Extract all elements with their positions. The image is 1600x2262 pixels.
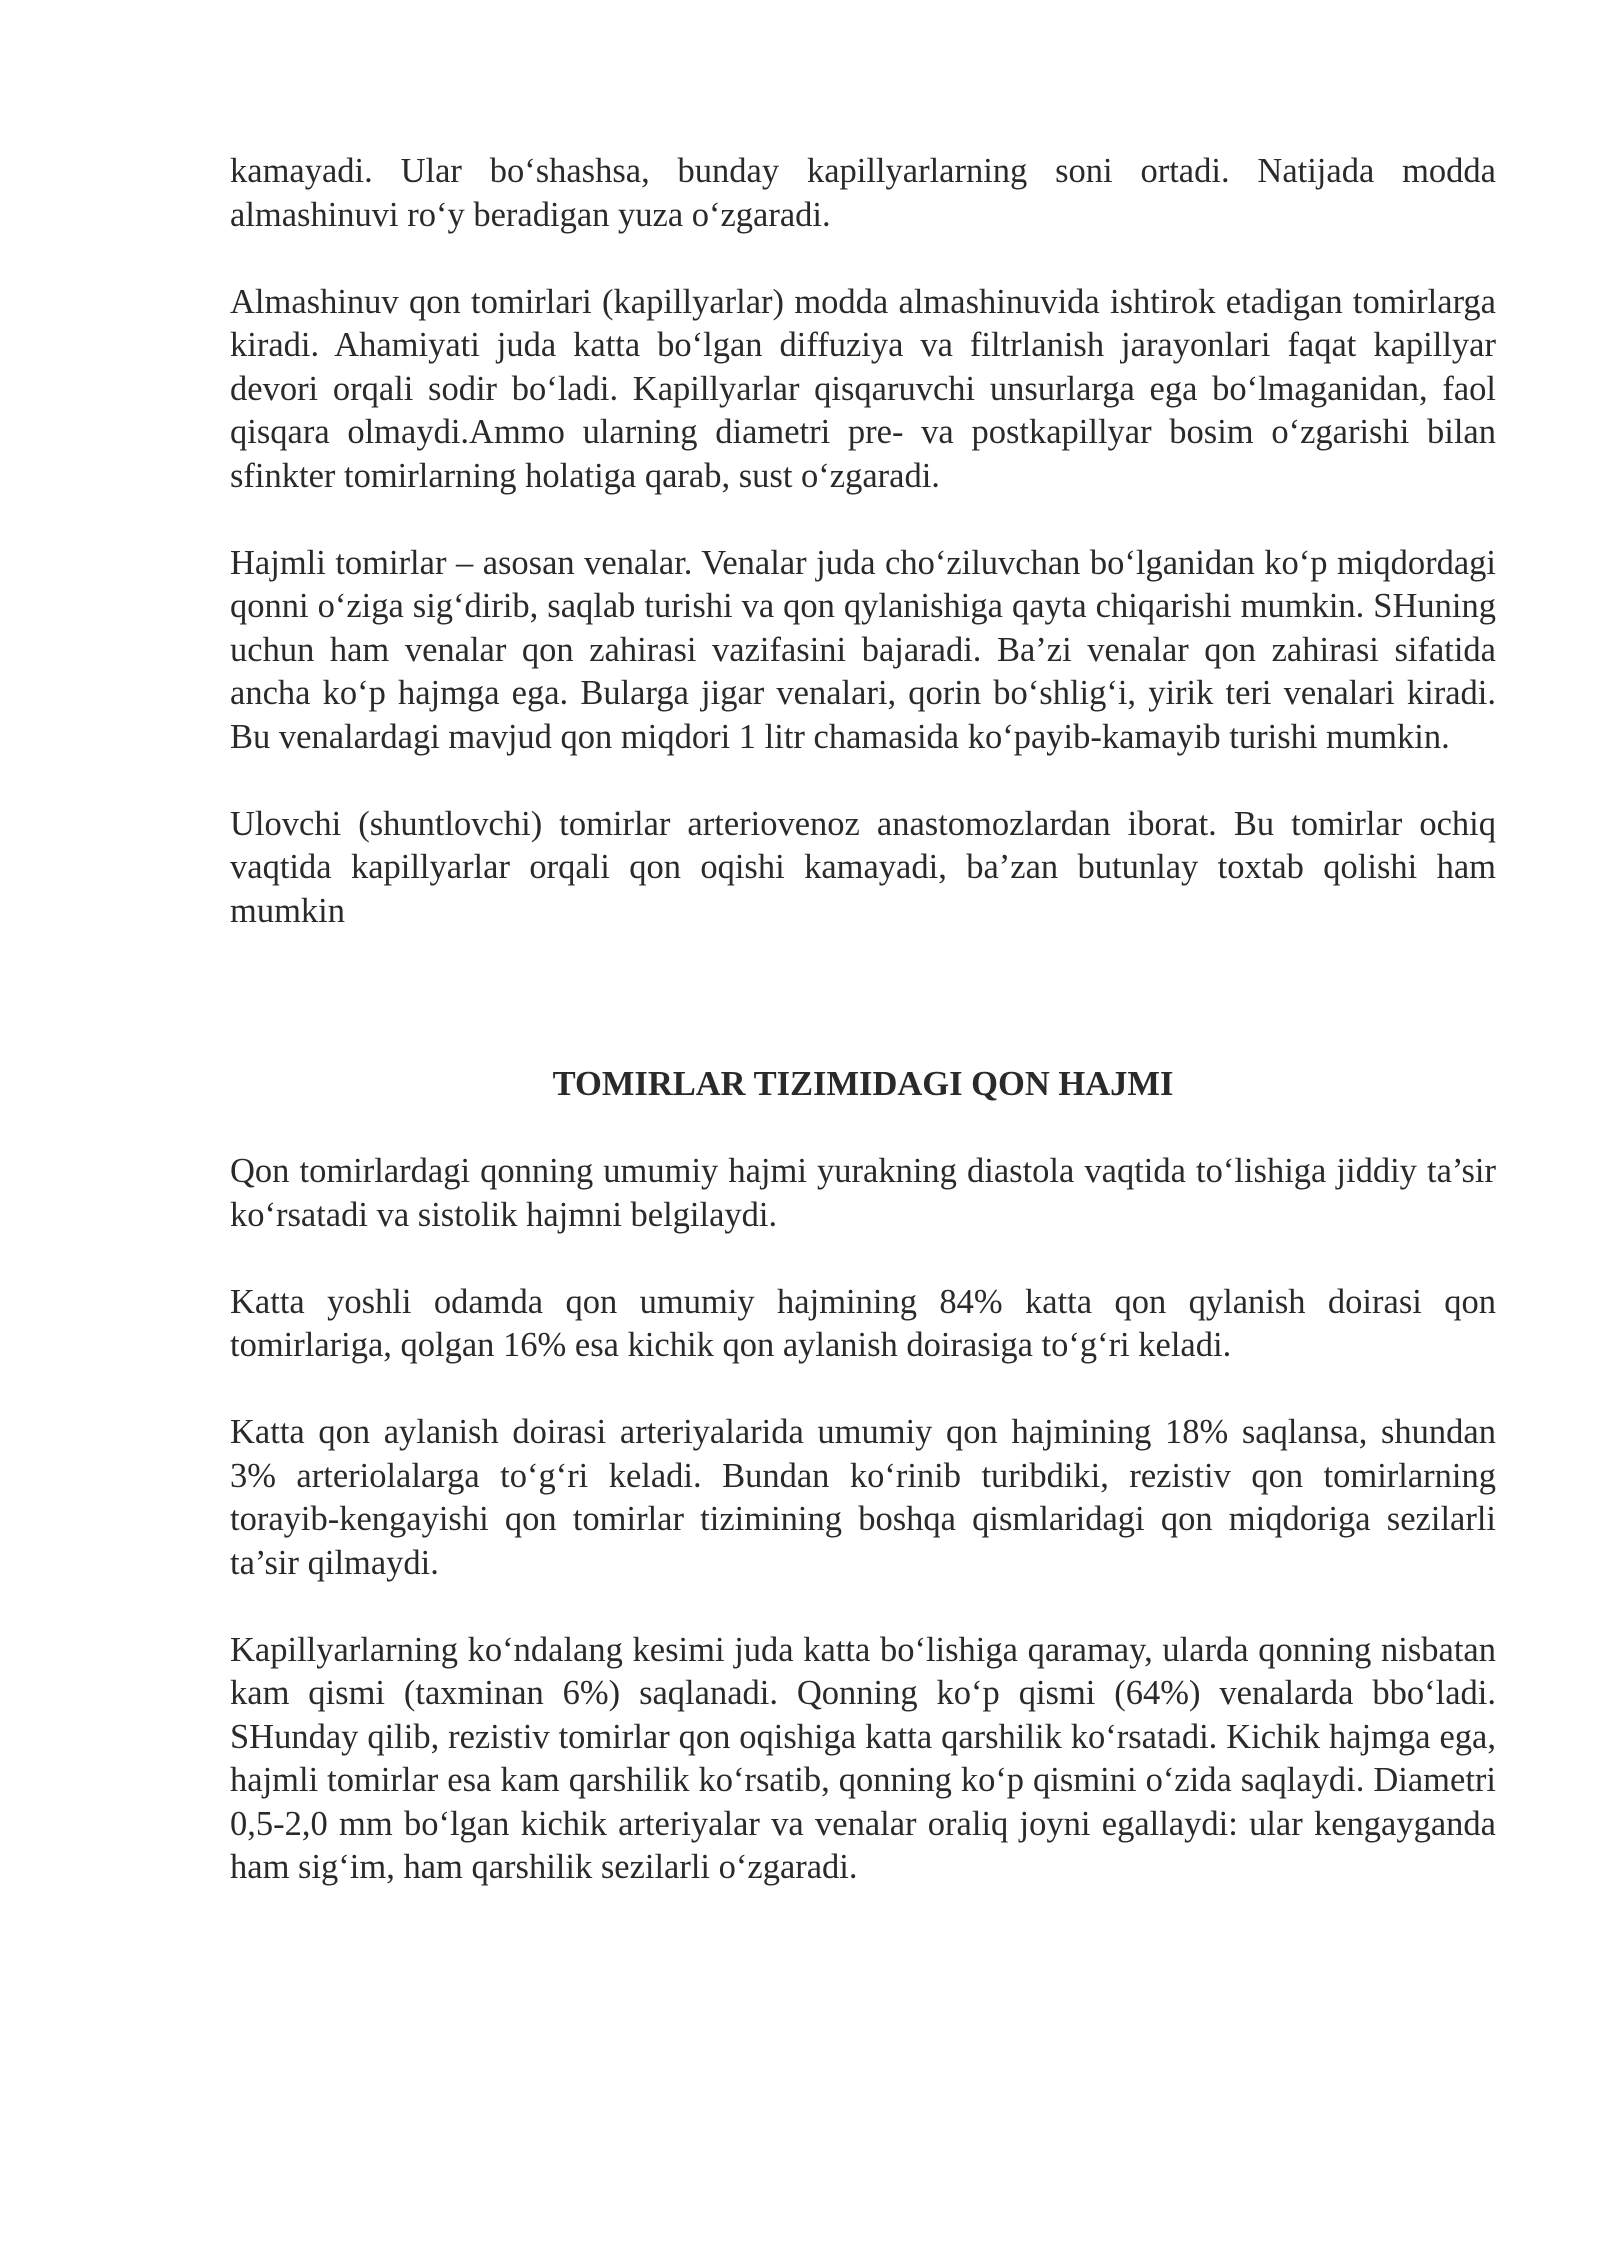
paragraph-capillary-venous-volume: Kapillyarlarning ko‘ndalang kesimi juda katta bo‘lishiga qaramay, ularda qonning nisbatan kam qismi (taxminan 6%) saqlanadi. Qonning ko‘p qismi (64%) venalarda bbo‘ladi. SHunday qilib, rezistiv tomirlar qon oqishiga katta qarshilik ko‘rsatadi. Kichik hajmga ega, hajmli tomirlar esa kam qarshilik ko‘rsatib, qonning ko‘p qismini o‘zida saqlaydi. Diametri 0,5-2,0 mm bo‘lgan kichik arteriyalar va venalar oraliq joyni egallaydi: ular kengayganda ham sig‘im, ham qarshilik sezilarli o‘zgaradi. <box>230 1630 1496 1886</box>
paragraph-arterial-volume: Katta qon aylanish doirasi arteriyalarida umumiy qon hajmining 18% saqlansa, shundan 3% arteriolalarga to‘g‘ri keladi. Bundan ko‘rinib turibdiki, rezistiv qon tomirlarning torayib-kengayishi qon tomirlar tizimining boshqa qismlaridagi qon miqdoriga sezilarli ta’sir qilmaydi. <box>230 1413 1496 1582</box>
paragraph-shunt-vessels: Ulovchi (shuntlovchi) tomirlar arteriovenoz anastomozlardan iborat. Bu tomirlar ochiq vaqtida kapillyarlar orqali qon oqishi kamayadi, ba’zan butunlay toxtab qolishi ham mumkin <box>230 804 1496 930</box>
section-heading: TOMIRLAR TIZIMIDAGI QON HAJMI <box>552 1065 1174 1103</box>
paragraph-capacitance-vessels: Hajmli tomirlar – asosan venalar. Venalar juda cho‘ziluvchan bo‘lganidan ko‘p miqdordagi qonni o‘ziga sig‘dirib, saqlab turishi va qon qylanishiga qayta chiqarishi mumkin. SHuning uchun ham venalar qon zahirasi vazifasini bajaradi. Ba’zi venalar qon zahirasi sifatida ancha ko‘p hajmga ega. Bularga jigar venalari, qorin bo‘shlig‘i, yirik teri venalari kiradi. Bu venalardagi mavjud qon miqdori 1 litr chamasida ko‘payib-kamayib turishi mumkin. <box>230 543 1496 756</box>
paragraph-exchange-vessels: Almashinuv qon tomirlari (kapillyarlar) modda almashinuvida ishtirok etadigan tomirlarga kiradi. Ahamiyati juda katta bo‘lgan diffuziya va filtrlanish jarayonlari faqat kapillyar devori orqali sodir bo‘ladi. Kapillyarlar qisqaruvchi unsurlarga ega bo‘lmaganidan, faol qisqara olmaydi.Ammo ularning diametri pre- va postkapillyar bosim o‘zgarishi bilan sfinkter tomirlarning holatiga qarab, sust o‘zgaradi. <box>230 282 1496 495</box>
document-page <box>230 150 1496 1890</box>
paragraph-capillary-relaxation: kamayadi. Ular bo‘shashsa, bunday kapillyarlarning soni ortadi. Natijada modda almashinuvi ro‘y beradigan yuza o‘zgaradi. <box>230 152 1496 234</box>
paragraph-total-blood-volume: Qon tomirlardagi qonning umumiy hajmi yurakning diastola vaqtida to‘lishiga jiddiy ta’sir ko‘rsatadi va sistolik hajmni belgilaydi. <box>230 1152 1496 1234</box>
paragraph-circulation-distribution: Katta yoshli odamda qon umumiy hajmining 84% katta qon qylanish doirasi qon tomirlariga, qolgan 16% esa kichik qon aylanish doirasiga to‘g‘ri keladi. <box>230 1282 1496 1364</box>
